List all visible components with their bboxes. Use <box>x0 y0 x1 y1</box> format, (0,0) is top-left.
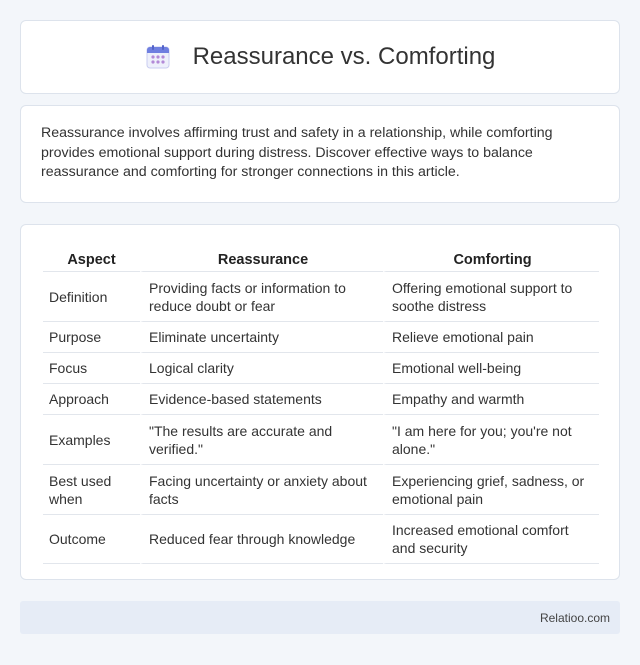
footer <box>20 601 620 634</box>
comparison-card <box>20 224 620 580</box>
table-row <box>43 271 599 321</box>
cell-aspect: Purpose <box>43 321 140 352</box>
title-card <box>20 20 620 94</box>
cell-reassurance: Eliminate uncertainty <box>140 321 383 352</box>
cell-comforting: Relieve emotional pain <box>383 321 599 352</box>
cell-reassurance: Providing facts or information to reduce doubt or fear <box>140 271 383 321</box>
intro-text: Reassurance involves affirming trust and safety in a relationship, while comforting provides emotional support during distress. Discover effective ways to balance reassurance and comforting for stronger connections in this article. <box>41 125 553 180</box>
calendar-icon <box>145 44 171 70</box>
table-row <box>43 321 599 352</box>
header-aspect: Aspect <box>67 252 116 268</box>
cell-reassurance: Facing uncertainty or anxiety about facts <box>140 464 383 514</box>
table-header-row <box>43 245 599 271</box>
table-row <box>43 383 599 414</box>
cell-reassurance: Evidence-based statements <box>140 383 383 414</box>
cell-aspect: Definition <box>43 271 140 321</box>
cell-aspect: Focus <box>43 352 140 383</box>
table-row <box>43 352 599 383</box>
cell-reassurance: Logical clarity <box>140 352 383 383</box>
cell-aspect: Examples <box>43 414 140 464</box>
intro-card <box>20 105 620 203</box>
table-row <box>43 464 599 514</box>
cell-comforting: Experiencing grief, sadness, or emotional pain <box>383 464 599 514</box>
cell-aspect: Approach <box>43 383 140 414</box>
cell-aspect: Outcome <box>43 514 140 564</box>
cell-aspect: Best used when <box>43 464 140 514</box>
cell-comforting: Empathy and warmth <box>383 383 599 414</box>
table-row <box>43 514 599 564</box>
cell-reassurance: Reduced fear through knowledge <box>140 514 383 564</box>
comparison-table <box>43 245 599 564</box>
table-row <box>43 414 599 464</box>
page-title: Reassurance vs. Comforting <box>192 43 496 70</box>
cell-comforting: Increased emotional comfort and security <box>383 514 599 564</box>
header-reassurance: Reassurance <box>140 245 383 271</box>
cell-comforting: Offering emotional support to soothe distress <box>383 271 599 321</box>
cell-comforting: "I am here for you; you're not alone." <box>383 414 599 464</box>
footer-brand[interactable]: Relatioo.com <box>539 610 610 625</box>
header-comforting: Comforting <box>383 245 599 271</box>
cell-comforting: Emotional well-being <box>383 352 599 383</box>
cell-reassurance: "The results are accurate and verified." <box>140 414 383 464</box>
